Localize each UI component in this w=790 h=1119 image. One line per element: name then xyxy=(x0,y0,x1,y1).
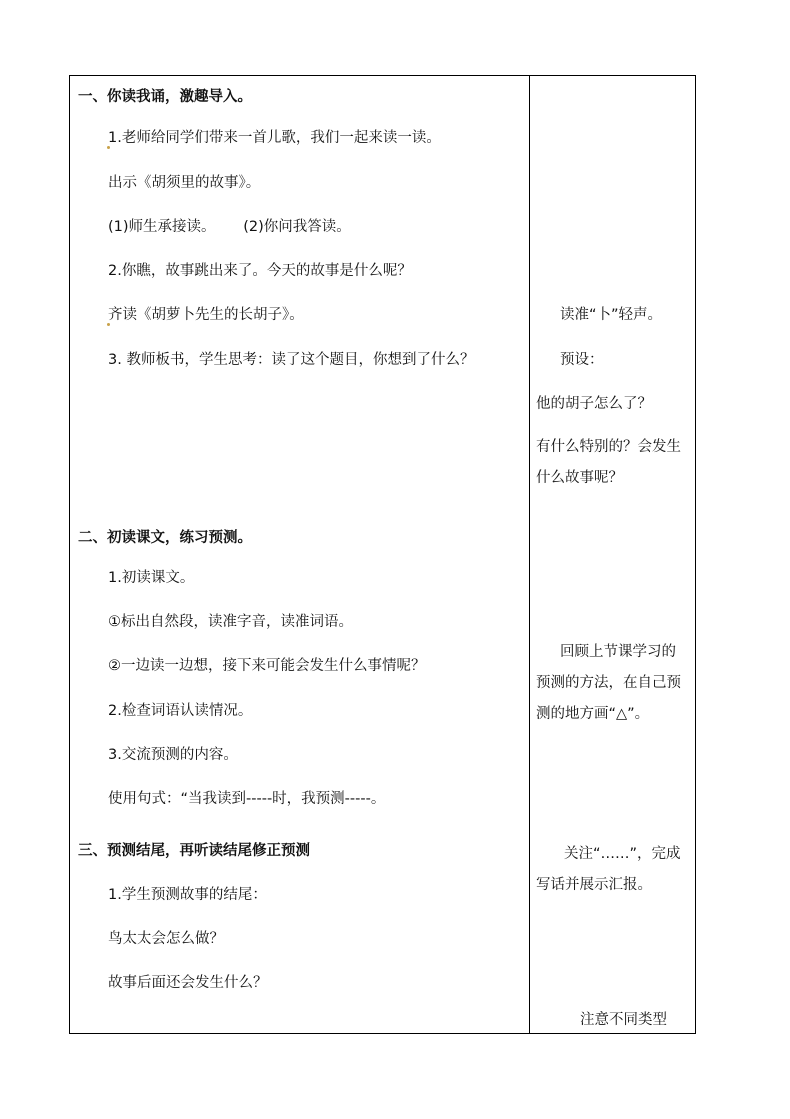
note-pronunciation: 读准“卜”轻声。 xyxy=(560,307,663,323)
s2-item3: 3.交流预测的内容。 xyxy=(108,747,238,763)
s1-item3: 3. 教师板书，学生思考：读了这个题目，你想到了什么？ xyxy=(108,352,475,368)
s2-pattern: 使用句式：“当我读到-----时，我预测-----。 xyxy=(108,791,386,807)
s3-q2: 故事后面还会发生什么？ xyxy=(108,975,268,991)
s1-item1: 1.老师给同学们带来一首儿歌，我们一起来读一读。 xyxy=(108,130,441,146)
section3-heading: 三、预测结尾，再听读结尾修正预测 xyxy=(78,843,310,859)
s1-modes: (1)师生承接读。 (2)你问我答读。 xyxy=(108,219,351,235)
s2-item2: 2.检查词语认读情况。 xyxy=(108,703,253,719)
note-focus-ellipsis: 关注“……”，完成写话并展示汇报。 xyxy=(536,846,681,893)
column-divider xyxy=(529,76,530,1033)
lesson-table xyxy=(69,75,696,1034)
note-question2: 有什么特别的？会发生什么故事呢？ xyxy=(536,439,681,486)
s1-read-title: 齐读《胡萝卜先生的长胡子》。 xyxy=(108,307,304,323)
s2-sub1: ①标出自然段，读准字音，读准词语。 xyxy=(108,614,353,630)
s1-show: 出示《胡须里的故事》。 xyxy=(108,175,261,191)
note-question1: 他的胡子怎么了？ xyxy=(536,396,652,412)
section2-heading: 二、初读课文，练习预测。 xyxy=(78,530,252,546)
note-types: 注意不同类型 xyxy=(580,1012,667,1028)
s2-sub2: ②一边读一边想，接下来可能会发生什么事情呢？ xyxy=(108,658,426,674)
s3-q1: 鸟太太会怎么做？ xyxy=(108,931,224,947)
s2-item1: 1.初读课文。 xyxy=(108,570,195,586)
s3-item1: 1.学生预测故事的结尾： xyxy=(108,887,267,903)
note-review-method: 回顾上节课学习的预测的方法，在自己预测的地方画“△”。 xyxy=(536,644,681,722)
s1-item2: 2.你瞧，故事跳出来了。今天的故事是什么呢？ xyxy=(108,263,412,279)
section1-heading: 一、你读我诵，激趣导入。 xyxy=(78,89,252,105)
note-preset: 预设： xyxy=(560,352,604,368)
